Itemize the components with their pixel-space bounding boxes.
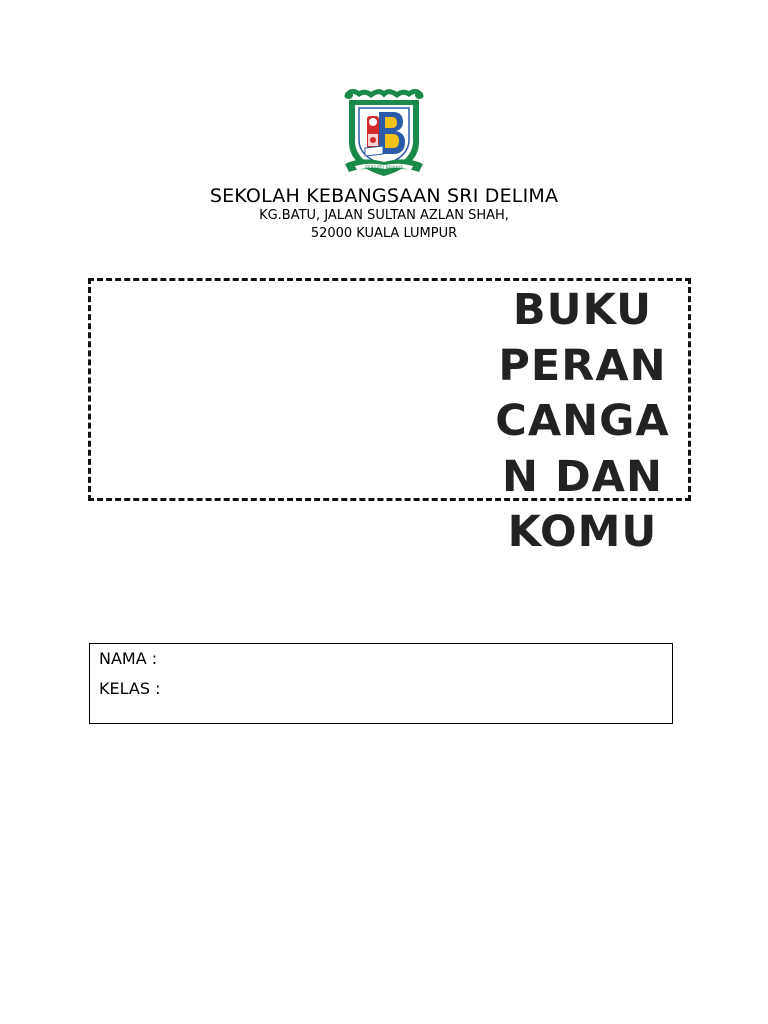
svg-text:BERSATU BERJAYA: BERSATU BERJAYA [365,165,403,170]
address-line-2: 52000 KUALA LUMPUR [310,226,458,241]
address-line-1: KG.BATU, JALAN SULTAN AZLAN SHAH, [259,208,509,223]
school-name: SEKOLAH KEBANGSAAN SRI DELIMA [209,185,559,207]
cover-title: BUKU PERANCANGAN DAN KOMU [495,285,670,557]
class-label: KELAS : [99,679,161,698]
name-label: NAMA : [99,649,158,668]
cover-title-frame [490,282,675,589]
school-crest-icon [341,86,427,182]
school-address [0,207,768,243]
school-crest-logo [341,86,427,182]
student-info-box [89,643,673,724]
